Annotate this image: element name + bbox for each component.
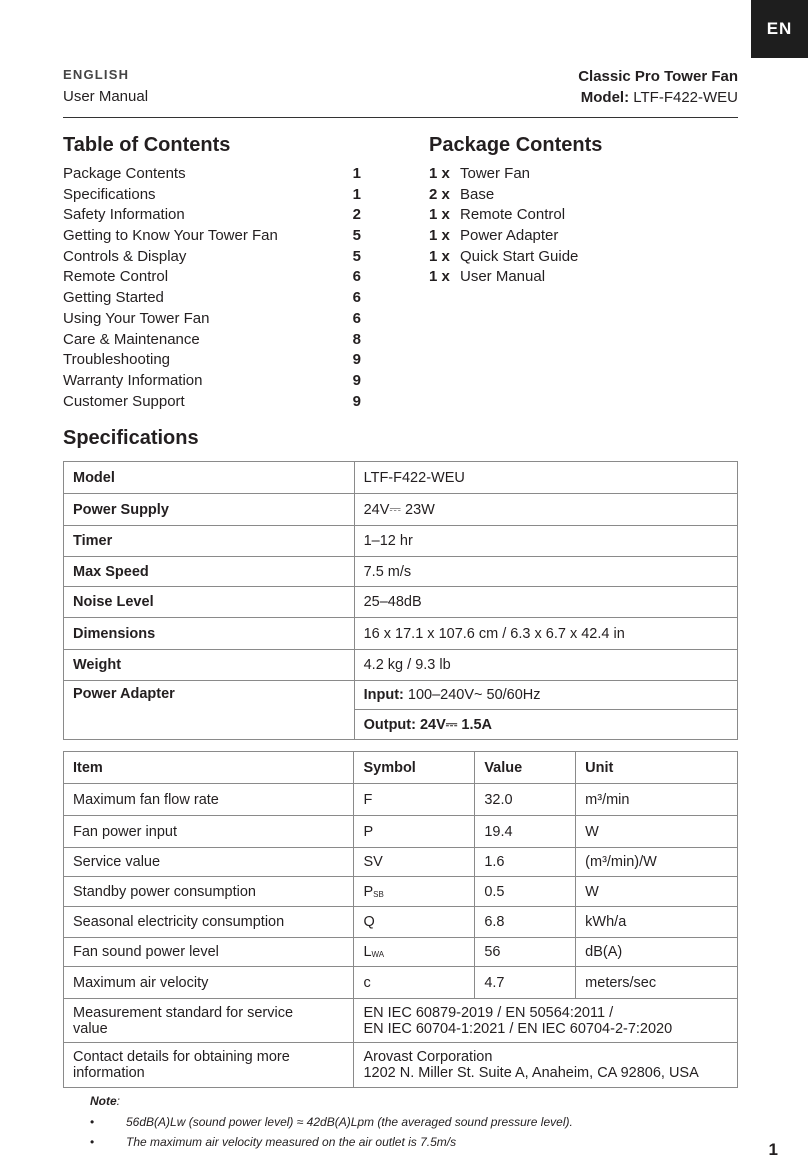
model-line	[578, 89, 738, 106]
symbol-main: L	[363, 944, 372, 960]
erp-item-line: value	[73, 1020, 108, 1037]
product-name: Classic Pro Tower Fan	[578, 68, 738, 85]
spec-key: Dimensions	[64, 618, 355, 650]
erp-symbol: F	[354, 784, 475, 816]
spec-key: Power Supply	[64, 494, 355, 526]
erp-table	[63, 751, 738, 1088]
column-header: Unit	[576, 752, 738, 784]
language-tab: EN	[751, 0, 808, 58]
erp-unit: W	[576, 816, 738, 848]
toc-label: Care & Maintenance	[63, 330, 200, 348]
package-item	[429, 267, 578, 288]
toc-title: Table of Contents	[63, 134, 231, 156]
erp-item-line: Contact details for obtaining more	[73, 1049, 290, 1065]
erp-unit: kWh/a	[576, 907, 738, 938]
erp-value-merged	[354, 1043, 738, 1088]
output-label: Output:	[363, 716, 416, 733]
spec-value: 24V⎓ 23W	[354, 494, 737, 526]
note-label: Note	[90, 1094, 117, 1108]
toc-page: 1	[352, 165, 361, 182]
table-row	[64, 681, 738, 710]
package-label: Remote Control	[460, 206, 566, 224]
notes	[90, 1094, 573, 1152]
symbol-main: P	[363, 883, 374, 900]
erp-item-line: information	[73, 1065, 145, 1081]
spec-value	[354, 681, 737, 710]
toc-item[interactable]	[63, 288, 361, 309]
erp-value: 1.6	[475, 848, 576, 877]
table-row	[64, 618, 738, 650]
model-value: LTF-F422-WEU	[633, 89, 738, 106]
table-row	[64, 907, 738, 938]
erp-item: Fan sound power level	[64, 938, 354, 967]
toc-list	[63, 164, 361, 412]
erp-item: Standby power consumption	[64, 877, 354, 907]
erp-value: 19.4	[475, 816, 576, 848]
table-row	[64, 557, 738, 587]
erp-value: 6.8	[475, 907, 576, 938]
toc-page: 6	[352, 289, 361, 307]
toc-item[interactable]	[63, 267, 361, 288]
table-row	[64, 526, 738, 557]
toc-item[interactable]	[63, 247, 361, 268]
table-row	[64, 494, 738, 526]
spec-value: 4.2 kg / 9.3 lb	[354, 650, 737, 681]
erp-unit: (m³/min)/W	[576, 848, 738, 877]
toc-page: 9	[352, 392, 361, 410]
package-qty: 1 x	[429, 165, 450, 182]
erp-item: Maximum fan flow rate	[64, 784, 354, 816]
toc-item[interactable]	[63, 185, 361, 206]
toc-page: 6	[352, 268, 361, 286]
erp-unit: dB(A)	[576, 938, 738, 967]
erp-symbol: SV	[354, 848, 475, 877]
erp-value: 4.7	[475, 967, 576, 999]
toc-item[interactable]	[63, 371, 361, 392]
package-qty: 1 x	[429, 206, 450, 224]
package-item	[429, 205, 578, 226]
package-list	[429, 164, 578, 288]
package-qty: 1 x	[429, 247, 450, 265]
input-label: Input:	[363, 687, 404, 703]
table-row	[64, 650, 738, 681]
spec-value: 16 x 17.1 x 107.6 cm / 6.3 x 6.7 x 42.4 in	[354, 618, 737, 650]
spec-key: Power Adapter	[64, 681, 355, 740]
package-title: Package Contents	[429, 134, 603, 156]
erp-unit: m³/min	[576, 784, 738, 816]
toc-label: Getting Started	[63, 289, 164, 307]
erp-value: 56	[475, 938, 576, 967]
table-row	[64, 587, 738, 618]
erp-symbol: c	[354, 967, 475, 999]
package-qty: 2 x	[429, 185, 450, 203]
note-label-suffix: :	[116, 1094, 121, 1108]
toc-label: Specifications	[63, 185, 156, 203]
erp-unit: meters/sec	[576, 967, 738, 999]
table-row	[64, 816, 738, 848]
model-label: Model:	[580, 89, 630, 106]
note-item: • 56dB(A)Lw (sound power level) ≈ 42dB(A)Lpm (the averaged sound pressure level).	[90, 1112, 573, 1132]
spec-key: Model	[64, 462, 355, 494]
package-item	[429, 247, 578, 268]
toc-label: Remote Control	[63, 268, 169, 286]
spec-value: 1–12 hr	[354, 526, 737, 557]
toc-page: 8	[352, 330, 361, 348]
package-item	[429, 226, 578, 247]
package-label: Quick Start Guide	[460, 247, 579, 265]
toc-page: 5	[352, 247, 361, 265]
erp-symbol: P	[354, 816, 475, 848]
header-divider	[63, 117, 738, 118]
table-row	[64, 784, 738, 816]
toc-item[interactable]	[63, 205, 361, 226]
symbol-subscript: WA	[371, 950, 385, 959]
column-header: Item	[64, 752, 354, 784]
toc-label: Warranty Information	[63, 371, 203, 389]
erp-value-line: EN IEC 60879-2019 / EN 50564:2011 /	[363, 1004, 614, 1021]
erp-item	[64, 1043, 354, 1088]
toc-label: Getting to Know Your Tower Fan	[63, 227, 278, 245]
input-value: 100–240V~ 50/60Hz	[407, 687, 541, 703]
package-label: Power Adapter	[460, 227, 559, 245]
package-qty: 1 x	[429, 227, 450, 245]
erp-item-line: Measurement standard for service	[73, 1004, 294, 1021]
table-row	[64, 999, 738, 1043]
header-language: ENGLISH	[63, 67, 130, 82]
table-row	[64, 462, 738, 494]
erp-value-merged	[354, 999, 738, 1043]
package-label: Base	[460, 185, 495, 203]
header-doc-type: User Manual	[63, 88, 149, 105]
package-label: User Manual	[460, 268, 546, 286]
toc-item[interactable]	[63, 392, 361, 413]
spec-value: 7.5 m/s	[354, 557, 737, 587]
package-label: Tower Fan	[460, 165, 531, 182]
toc-item[interactable]	[63, 309, 361, 330]
erp-item: Seasonal electricity consumption	[64, 907, 354, 938]
table-row	[64, 967, 738, 999]
erp-symbol	[354, 877, 475, 907]
toc-item[interactable]	[63, 226, 361, 247]
toc-page: 6	[352, 309, 361, 327]
specs-title: Specifications	[63, 427, 199, 449]
spec-value	[354, 710, 737, 740]
table-row	[64, 938, 738, 967]
spec-key: Timer	[64, 526, 355, 557]
spec-key: Noise Level	[64, 587, 355, 618]
toc-page: 1	[352, 185, 361, 203]
toc-item[interactable]	[63, 164, 361, 185]
page-number: 1	[768, 1140, 778, 1159]
erp-item: Fan power input	[64, 816, 354, 848]
package-qty: 1 x	[429, 268, 450, 286]
erp-item: Service value	[64, 848, 354, 877]
toc-page: 5	[352, 227, 361, 245]
table-row	[64, 848, 738, 877]
note-item: • The maximum air velocity measured on the air outlet is 7.5m/s	[90, 1132, 573, 1152]
toc-label: Troubleshooting	[63, 351, 171, 369]
table-header-row	[64, 752, 738, 784]
column-header: Value	[475, 752, 576, 784]
toc-page: 2	[352, 206, 361, 224]
package-item	[429, 185, 578, 206]
table-row	[64, 877, 738, 907]
toc-label: Safety Information	[63, 206, 185, 224]
spec-key: Max Speed	[64, 557, 355, 587]
erp-value-line: EN IEC 60704-1:2021 / EN IEC 60704-2-7:2020	[363, 1020, 673, 1037]
spec-value: 25–48dB	[354, 587, 737, 618]
note-list	[90, 1112, 573, 1152]
erp-symbol: Q	[354, 907, 475, 938]
erp-item	[64, 999, 354, 1043]
toc-label: Controls & Display	[63, 247, 187, 265]
column-header: Symbol	[354, 752, 475, 784]
toc-page: 9	[352, 371, 361, 389]
output-value: 24V⎓ 1.5A	[419, 716, 493, 733]
erp-value-line: 1202 N. Miller St. Suite A, Anaheim, CA 92806, USA	[363, 1065, 699, 1081]
erp-symbol	[354, 938, 475, 967]
specs-table	[63, 461, 738, 740]
erp-value-line: Arovast Corporation	[363, 1049, 493, 1065]
erp-value: 0.5	[475, 877, 576, 907]
toc-label: Customer Support	[63, 392, 185, 410]
toc-item[interactable]	[63, 330, 361, 351]
table-row	[64, 1043, 738, 1088]
header-right	[578, 68, 738, 106]
erp-value: 32.0	[475, 784, 576, 816]
toc-label: Package Contents	[63, 165, 186, 182]
spec-key: Weight	[64, 650, 355, 681]
package-item	[429, 164, 578, 185]
toc-item[interactable]	[63, 350, 361, 371]
toc-label: Using Your Tower Fan	[63, 309, 210, 327]
toc-page: 9	[352, 351, 361, 369]
spec-value: LTF-F422-WEU	[354, 462, 737, 494]
erp-item: Maximum air velocity	[64, 967, 354, 999]
erp-unit: W	[576, 877, 738, 907]
header-left	[63, 67, 148, 105]
symbol-subscript: SB	[373, 889, 384, 899]
